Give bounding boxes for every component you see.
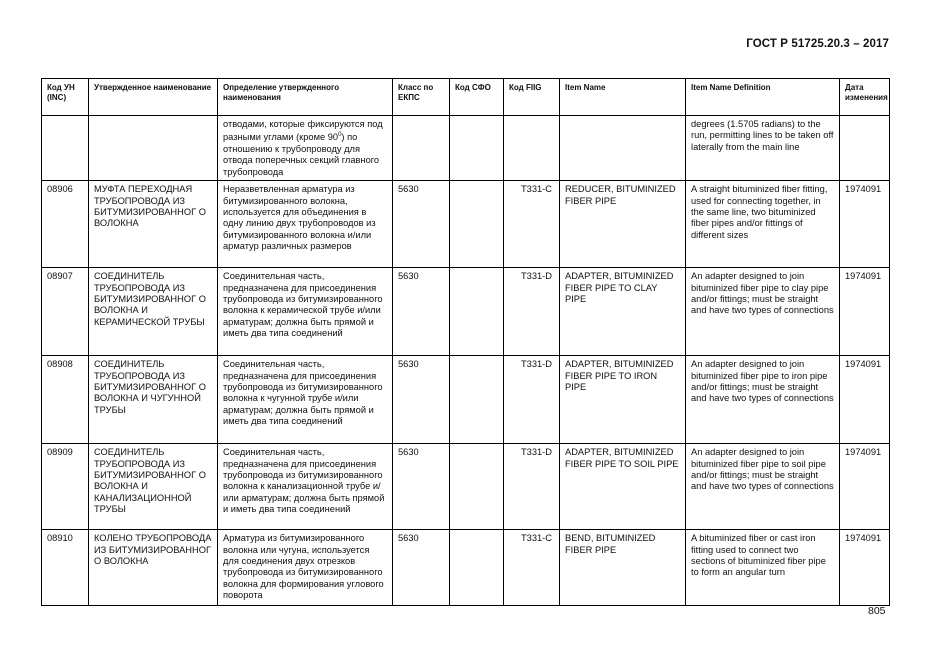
cell-item-def: An adapter designed to join bituminized fiber pipe to iron pipe and/or fittings; must be straight and have two types of connections [686,356,840,444]
cell-ekps [393,116,450,181]
cell-fiig: T331-C [504,181,560,268]
col-header-item-name-definition: Item Name Definition [686,79,840,116]
classifier-table [41,78,890,606]
col-header-fiig-code: Код FIIG [504,79,560,116]
cell-name: СОЕДИНИТЕЛЬ ТРУБОПРОВОДА ИЗ БИТУМИЗИРОВАННОГ О ВОЛОКНА И ЧУГУННОЙ ТРУБЫ [89,356,218,444]
cell-item-name: ADAPTER, BITUMINIZED FIBER PIPE TO IRON PIPE [560,356,686,444]
cell-item-def: A straight bituminized fiber fitting, used for connecting together, in the same line, two bituminized fiber pipes and/or fittings of different sizes [686,181,840,268]
cell-name [89,116,218,181]
cell-item-def: A bituminized fiber or cast iron fitting used to connect two sections of bituminized fiber pipe to form an angular turn [686,530,840,606]
col-header-change-date: Дата изменения [840,79,890,116]
cell-name: КОЛЕНО ТРУБОПРОВОДА ИЗ БИТУМИЗИРОВАННОГ О ВОЛОКНА [89,530,218,606]
table-row [42,530,890,606]
cell-item-name: ADAPTER, BITUMINIZED FIBER PIPE TO SOIL PIPE [560,444,686,530]
cell-ekps: 5630 [393,356,450,444]
table-row [42,268,890,356]
cell-ekps: 5630 [393,268,450,356]
cell-ekps: 5630 [393,444,450,530]
table-row [42,181,890,268]
cell-definition: Соединительная часть, предназначена для присоединения трубопровода из битумизированного волокна к канализационной трубе и/или арматурам; должна быть прямой и иметь два типа соединений [218,444,393,530]
cell-ekps: 5630 [393,530,450,606]
col-header-item-name: Item Name [560,79,686,116]
cell-date: 1974091 [840,268,890,356]
cell-item-def: degrees (1.5705 radians) to the run, permitting lines to be taken off laterally from the main line [686,116,840,181]
cell-date: 1974091 [840,356,890,444]
cell-date: 1974091 [840,181,890,268]
cell-date: 1974091 [840,530,890,606]
table-header-row [42,79,890,116]
col-header-approved-name: Утвержденное наименование [89,79,218,116]
cell-inc: 08909 [42,444,89,530]
cell-fiig [504,116,560,181]
cell-definition: Соединительная часть, предназначена для присоединения трубопровода из битумизированного волокна к чугунной трубе и/или арматурам; должна быть прямой и иметь два типа соединений [218,356,393,444]
cell-ekps: 5630 [393,181,450,268]
cell-sfo [450,530,504,606]
cell-sfo [450,181,504,268]
cell-item-name: BEND, BITUMINIZED FIBER PIPE [560,530,686,606]
cell-inc: 08908 [42,356,89,444]
cell-date [840,116,890,181]
cell-item-def: An adapter designed to join bituminized fiber pipe to clay pipe and/or fittings; must be straight and have two types of connections [686,268,840,356]
document-header: ГОСТ Р 51725.20.3 – 2017 [746,38,889,50]
cell-inc [42,116,89,181]
cell-inc: 08906 [42,181,89,268]
cell-date: 1974091 [840,444,890,530]
page-number: 805 [868,605,886,617]
cell-item-name [560,116,686,181]
cell-fiig: T331-D [504,356,560,444]
cell-definition: отводами, которые фиксируются под разными углами (кроме $90^0$) по отношению к трубопроводу для отвода поперечных секций главного трубопровода [218,116,393,181]
cell-inc: 08907 [42,268,89,356]
cell-sfo [450,268,504,356]
cell-definition: Соединительная часть, предназначена для присоединения трубопровода из битумизированного волокна к керамической трубе и/или арматурам; должна быть прямой и иметь два типа соединений [218,268,393,356]
cell-fiig: T331-C [504,530,560,606]
cell-inc: 08910 [42,530,89,606]
cell-definition: Неразветвленная арматура из битумизированного волокна, используется для объединения в одну линию двух трубопроводов из битумизированного волокна и/или арматур различных размеров [218,181,393,268]
table-row [42,444,890,530]
col-header-definition: Определение утвержденного наименования [218,79,393,116]
table-row [42,356,890,444]
cell-definition: Арматура из битумизированного волокна или чугуна, используется для соединения двух отрезков трубопровода из битумизированного волокна для формирования углового поворота [218,530,393,606]
table-row-continuation [42,116,890,181]
col-header-sfo-code: Код СФО [450,79,504,116]
cell-fiig: T331-D [504,444,560,530]
cell-name: МУФТА ПЕРЕХОДНАЯ ТРУБОПРОВОДА ИЗ БИТУМИЗИРОВАННОГ О ВОЛОКНА [89,181,218,268]
cell-item-def: An adapter designed to join bituminized fiber pipe to soil pipe and/or fittings; must be straight and have two types of connections [686,444,840,530]
col-header-ekps-class: Класс по ЕКПС [393,79,450,116]
cell-fiig: T331-D [504,268,560,356]
cell-sfo [450,356,504,444]
cell-sfo [450,116,504,181]
col-header-inc: Код УН (INC) [42,79,89,116]
cell-name: СОЕДИНИТЕЛЬ ТРУБОПРОВОДА ИЗ БИТУМИЗИРОВАННОГ О ВОЛОКНА И КЕРАМИЧЕСКОЙ ТРУБЫ [89,268,218,356]
cell-item-name: REDUCER, BITUMINIZED FIBER PIPE [560,181,686,268]
cell-name: СОЕДИНИТЕЛЬ ТРУБОПРОВОДА ИЗ БИТУМИЗИРОВАННОГ О ВОЛОКНА И КАНАЛИЗАЦИОННОЙ ТРУБЫ [89,444,218,530]
cell-sfo [450,444,504,530]
cell-item-name: ADAPTER, BITUMINIZED FIBER PIPE TO CLAY PIPE [560,268,686,356]
